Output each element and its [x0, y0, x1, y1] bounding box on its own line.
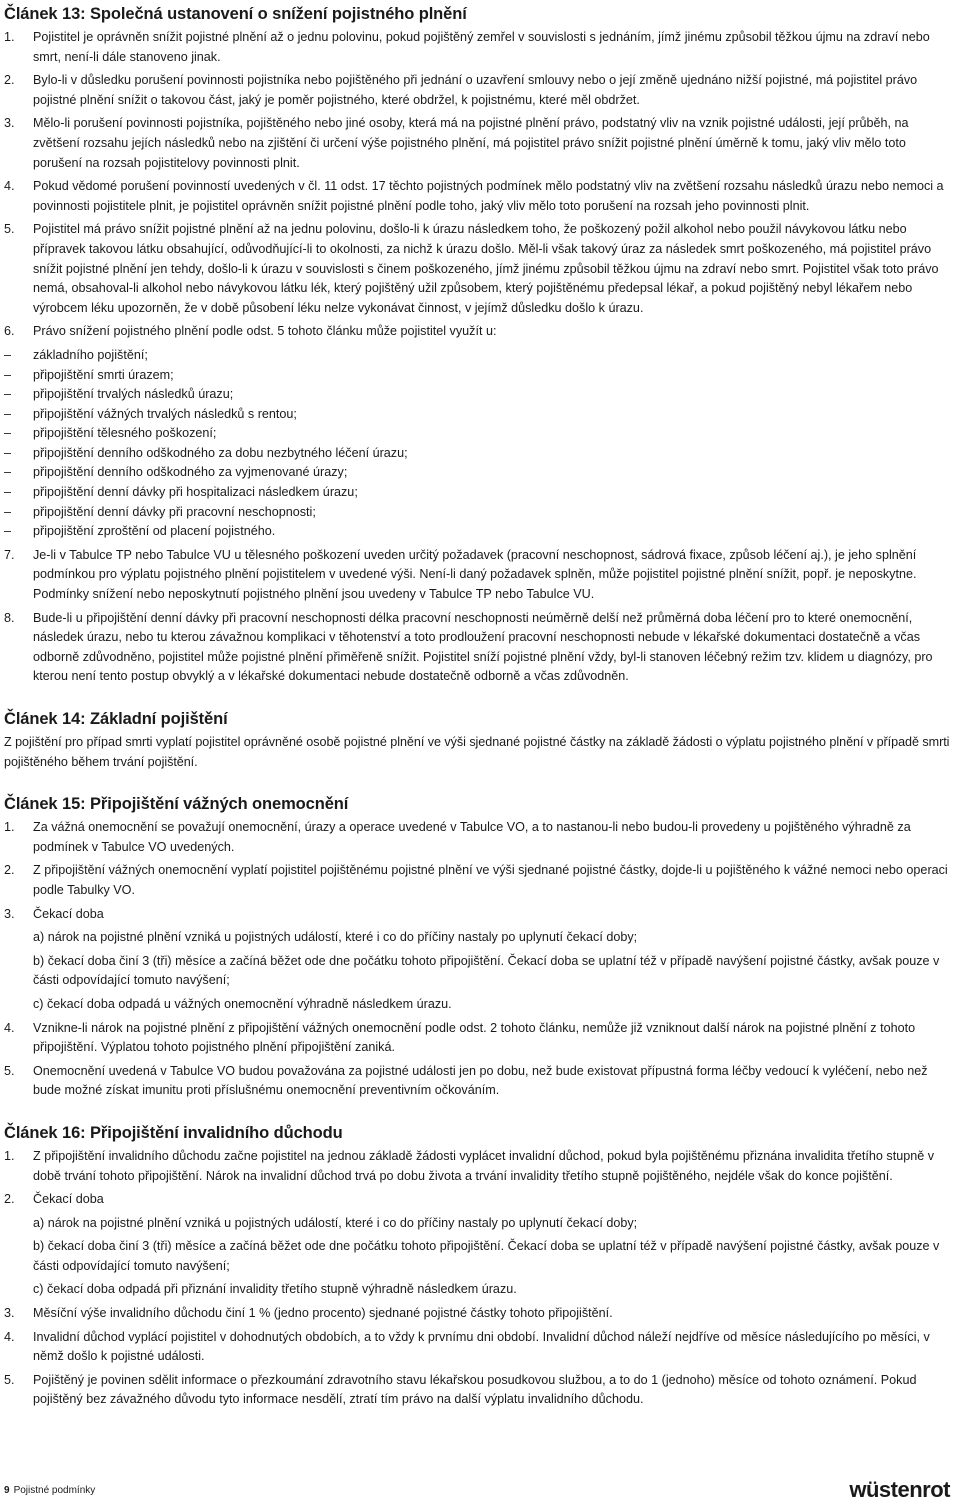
item-number: 3. — [4, 1306, 15, 1321]
item-text: Bude-li u připojištění denní dávky při pracovní neschopnosti délka pracovní neschopnosti neúměrně delší než průměrná doba léčení pro to které onemocnění, následek úrazu, nebo tu kterou závažnou komplikaci v těhotenství a toto prodloužení pracovní neschopnosti nebude v lékařské dokumentaci dostatečně a včas odborně zdůvodněno, pojistitel může pojistné plnění přiměřeně snížit. Pojistitel sníží pojistné plnění vždy, byl-li stanoven léčebný režim tzv. klidem u diagnózy, pro kterou není tento postup obvyklý a v lékařské dokumentaci nebude dostatečně odborně a včas zdůvodněn. — [33, 610, 933, 684]
article-13-items — [4, 28, 956, 342]
dash-list-item — [4, 424, 956, 444]
dash-list-item — [4, 503, 956, 523]
item-text: Mělo-li porušení povinnosti pojistníka, pojištěného nebo jiné osoby, která má na pojistné plnění právo, podstatný vliv na vznik pojistné události, její průběh, na zvětšení rozsahu jejích následků nebo na zjištění či určení výše pojistného plnění, má pojistitel právo snížit pojistné plnění úměrně k tomu, jaký vliv mělo toto porušení na rozsah pojistitelovy povinnosti plnit. — [33, 116, 909, 170]
item-text: Měsíční výše invalidního důchodu činí 1 % (jedno procento) sjednané pojistné částky tohoto připojištění. — [33, 1306, 613, 1321]
dash-item-text: připojištění denní dávky při pracovní neschopnosti; — [33, 504, 316, 519]
article-15-items — [4, 818, 956, 924]
dash-list-item — [4, 444, 956, 464]
article-15-sub-items — [4, 928, 956, 1014]
item-text: Čekací doba — [33, 906, 104, 921]
dash-list-item — [4, 405, 956, 425]
item-number: 2. — [4, 73, 15, 88]
numbered-item — [4, 861, 956, 900]
numbered-item — [4, 905, 956, 925]
numbered-item — [4, 322, 956, 342]
sub-item-text: b) čekací doba činí 3 (tři) měsíce a začíná běžet ode dne počátku tohoto připojištění. Čekací doba se uplatní též v případě navýšení pojistné částky, avšak pouze v části odpovídající tomuto navýšení; — [33, 1239, 940, 1273]
numbered-item — [4, 220, 956, 318]
numbered-item — [4, 28, 956, 67]
document-page — [4, 4, 956, 1432]
item-number: 1. — [4, 30, 15, 44]
dash-list-item — [4, 346, 956, 366]
article-14-text: Z pojištění pro případ smrti vyplatí pojistitel oprávněné osobě pojistné plnění ve výši sjednané pojistné částky na základě žádosti o výplatu pojistného plnění v případě smrti pojištěného během trvání pojištění. — [4, 735, 950, 769]
item-number: 5. — [4, 222, 15, 237]
sub-item — [33, 1214, 956, 1234]
item-number: 3. — [4, 906, 15, 921]
numbered-item — [4, 546, 956, 605]
footer-label: Pojistné podmínky — [13, 1485, 96, 1496]
item-number: 4. — [4, 1020, 15, 1035]
article-16-items-after — [4, 1304, 956, 1410]
dash-bullet: – — [4, 465, 12, 480]
dash-list-item — [4, 366, 956, 386]
item-number: 1. — [4, 1148, 15, 1163]
numbered-item — [4, 609, 956, 687]
numbered-item — [4, 1190, 956, 1210]
item-number: 8. — [4, 610, 15, 625]
dash-bullet: – — [4, 347, 12, 362]
sub-item — [33, 1237, 956, 1276]
dash-list-item — [4, 463, 956, 483]
article-16-sub-items — [4, 1214, 956, 1300]
article-15 — [4, 794, 956, 1101]
dash-item-text: připojištění denní dávky při hospitalizaci následkem úrazu; — [33, 485, 358, 500]
numbered-item — [4, 1062, 956, 1101]
numbered-item — [4, 177, 956, 216]
article-14-title: Článek 14: Základní pojištění — [4, 710, 228, 728]
numbered-item — [4, 1371, 956, 1410]
article-15-items-after — [4, 1019, 956, 1101]
dash-list-item — [4, 483, 956, 503]
item-number: 4. — [4, 179, 15, 194]
dash-bullet: – — [4, 367, 12, 382]
article-16-items — [4, 1147, 956, 1210]
dash-item-text: připojištění tělesného poškození; — [33, 426, 217, 441]
dash-list-item — [4, 522, 956, 542]
item-number: 2. — [4, 863, 15, 878]
dash-bullet: – — [4, 524, 12, 539]
dash-item-text: připojištění vážných trvalých následků s rentou; — [33, 406, 297, 421]
numbered-item — [4, 818, 956, 857]
sub-item-text: c) čekací doba odpadá u vážných onemocnění výhradně následkem úrazu. — [33, 996, 452, 1011]
sub-item-text: c) čekací doba odpadá při přiznání invalidity třetího stupně výhradně následkem úrazu. — [33, 1282, 517, 1297]
article-14 — [4, 709, 956, 772]
dash-bullet: – — [4, 387, 12, 402]
dash-item-text: připojištění zproštění od placení pojistného. — [33, 524, 276, 539]
article-13-title: Článek 13: Společná ustanovení o snížení pojistného plnění — [4, 5, 467, 23]
item-text: Za vážná onemocnění se považují onemocnění, úrazy a operace uvedené v Tabulce VO, a to nastanou-li nebo budou-li provedeny u pojištěného výhradně za podmínek v Tabulce VO uvedených. — [33, 820, 911, 854]
item-text: Pojištěný je povinen sdělit informace o přezkoumání zdravotního stavu lékařskou posudkovou službou, a to do 1 (jednoho) měsíce od tohoto oznámení. Pokud pojištěný bez závažného důvodu tyto informace nesdělí, ztratí tím právo na další výplatu invalidního důchodu. — [33, 1372, 917, 1407]
dash-item-text: připojištění denního odškodného za dobu nezbytného léčení úrazu; — [33, 445, 408, 460]
sub-item — [33, 928, 956, 948]
item-number: 4. — [4, 1329, 15, 1344]
item-number: 5. — [4, 1372, 15, 1387]
item-text: Onemocnění uvedená v Tabulce VO budou považována za pojistné události jen po dobu, než bude existovat přípustná forma léčby vedoucí k vyléčení, nebo než bude možné získat imunitu proti příslušnému onemocnění preventivním očkováním. — [33, 1063, 928, 1098]
article-16-title: Článek 16: Připojištění invalidního důchodu — [4, 1123, 343, 1142]
item-number: 5. — [4, 1063, 15, 1078]
dash-bullet: – — [4, 445, 12, 460]
numbered-item — [4, 1304, 956, 1324]
page-number: 9 — [4, 1485, 10, 1496]
item-text: Je-li v Tabulce TP nebo Tabulce VU u tělesného poškození uveden určitý požadavek (pracovní neschopnost, sádrová fixace, způsob léčení aj.), je jeho splnění podmínkou pro výplatu pojistného plnění pojistitelem v uvedené výši. Není-li daný požadavek splněn, může pojistitel pojistné plnění snížit, popř. je neposkytne. Podmínky snížení nebo neposkytnutí pojistného plnění jsou uvedeny v Tabulce TP nebo Tabulce VU. — [33, 547, 917, 602]
dash-item-text: připojištění trvalých následků úrazu; — [33, 387, 234, 402]
page-footer — [4, 1485, 95, 1497]
dash-item-text: připojištění denního odškodného za vyjmenované úrazy; — [33, 465, 348, 480]
numbered-item — [4, 114, 956, 173]
item-text: Z připojištění invalidního důchodu začne pojistitel na jednou základě žádosti vyplácet invalidní důchod, pokud byla pojištěnému přiznána invalidita třetího stupně v době trvání tohoto připojištění. Nárok na invalidní důchod trvá po dobu života a trvání invalidity třetího stupně pojištěného, nejdéle však do konce pojištění. — [33, 1148, 935, 1183]
dash-item-text: základního pojištění; — [33, 347, 148, 362]
numbered-item — [4, 1147, 956, 1186]
item-number: 2. — [4, 1192, 15, 1207]
item-text: Pokud vědomé porušení povinností uvedených v čl. 11 odst. 17 těchto pojistných podmínek mělo podstatný vliv na zvětšení rozsahu následků úrazu nebo nemoci a povinnosti pojistitele plnit, je pojistitel oprávněn snížit pojistné plnění podle toho, jaký vliv mělo toto porušení na rozsah jeho povinnosti plnit. — [33, 179, 944, 213]
dash-item-text: připojištění smrti úrazem; — [33, 367, 174, 382]
sub-item — [33, 952, 956, 991]
numbered-item — [4, 1019, 956, 1058]
article-13 — [4, 4, 956, 687]
dash-bullet: – — [4, 426, 12, 441]
item-text: Vznikne-li nárok na pojistné plnění z připojištění vážných onemocnění podle odst. 2 tohoto článku, nemůže již vzniknout další nárok na pojistné plnění z tohoto připojištění. Výplatou tohoto pojistného plnění připojištění zaniká. — [33, 1020, 916, 1055]
article-15-title: Článek 15: Připojištění vážných onemocnění — [4, 795, 349, 814]
item-text: Invalidní důchod vyplácí pojistitel v dohodnutých obdobích, a to vždy k prvnímu dni období. Invalidní důchod náleží nejdříve od měsíce následujícího po měsíci, v němž došlo k pojistné události. — [33, 1329, 930, 1364]
article-13-items-after — [4, 546, 956, 687]
article-16 — [4, 1123, 956, 1410]
numbered-item — [4, 71, 956, 110]
item-text: Bylo-li v důsledku porušení povinnosti pojistníka nebo pojištěného při jednání o uzavření smlouvy nebo o její změně ujednáno nižší pojistné, má pojistitel právo pojistné plnění snížit o takovou část, jaký je poměr pojistného, které obdržel, k pojistnému, které měl obdržet. — [33, 73, 918, 107]
wustenrot-logo: wüstenrot — [849, 1477, 950, 1502]
item-text: Čekací doba — [33, 1192, 104, 1207]
sub-item-text: a) nárok na pojistné plnění vzniká u pojistných událostí, které i co do příčiny nastaly po uplynutí čekací doby; — [33, 930, 638, 945]
item-number: 3. — [4, 116, 15, 131]
sub-item-text: a) nárok na pojistné plnění vzniká u pojistných událostí, které i co do příčiny nastaly po uplynutí čekací doby; — [33, 1215, 638, 1230]
numbered-item — [4, 1328, 956, 1367]
dash-bullet: – — [4, 485, 12, 500]
item-text: Právo snížení pojistného plnění podle odst. 5 tohoto článku může pojistitel využít u: — [33, 324, 497, 339]
sub-item — [33, 995, 956, 1015]
item-number: 6. — [4, 324, 15, 339]
item-text: Pojistitel má právo snížit pojistné plnění až na jednu polovinu, došlo-li k úrazu následkem toho, že poškozený požil alkohol nebo použil návykovou látku nebo přípravek takovou látku obsahující, odůvodňující-li to okolnosti, za nichž k úrazu došlo. Měl-li však takový úraz za následek smrt poškozeného, má pojistitel právo snížit pojistné plnění jen tehdy, došlo-li k úrazu v souvislosti s činem poškozeného, jímž jinému způsobil těžkou újmu na zdraví nebo smrt. Pojistitel však toto právo nemá, obsahoval-li alkohol nebo návykovou látku lék, který pojištěný užil způsobem, který pojištěnému předepsal lékař, a pokud pojištěný nebyl lékařem nebo výrobcem léku upozorněn, že v době působení léku nelze vykonávat činnost, v jejímž důsledku došlo k úrazu. — [33, 222, 939, 315]
item-number: 1. — [4, 820, 15, 835]
sub-item-text: b) čekací doba činí 3 (tři) měsíce a začíná běžet ode dne počátku tohoto připojištění. Čekací doba se uplatní též v případě navýšení pojistné částky, avšak pouze v části odpovídající tomuto navýšení; — [33, 953, 940, 988]
article-13-dash-list — [4, 346, 956, 542]
dash-bullet: – — [4, 504, 12, 519]
dash-list-item — [4, 385, 956, 405]
sub-item — [33, 1280, 956, 1300]
item-number: 7. — [4, 547, 15, 562]
item-text: Z připojištění vážných onemocnění vyplatí pojistitel pojištěnému pojistné plnění ve výši sjednané pojistné částky, dojde-li u pojištěného k vážné nemoci nebo operaci podle Tabulky VO. — [33, 863, 948, 897]
item-text: Pojistitel je oprávněn snížit pojistné plnění až o jednu polovinu, pokud pojištěný zemřel v souvislosti s jednáním, jímž jinému způsobil těžkou újmu na zdraví nebo smrt, není-li dále stanoveno jinak. — [33, 30, 930, 64]
dash-bullet: – — [4, 406, 12, 421]
